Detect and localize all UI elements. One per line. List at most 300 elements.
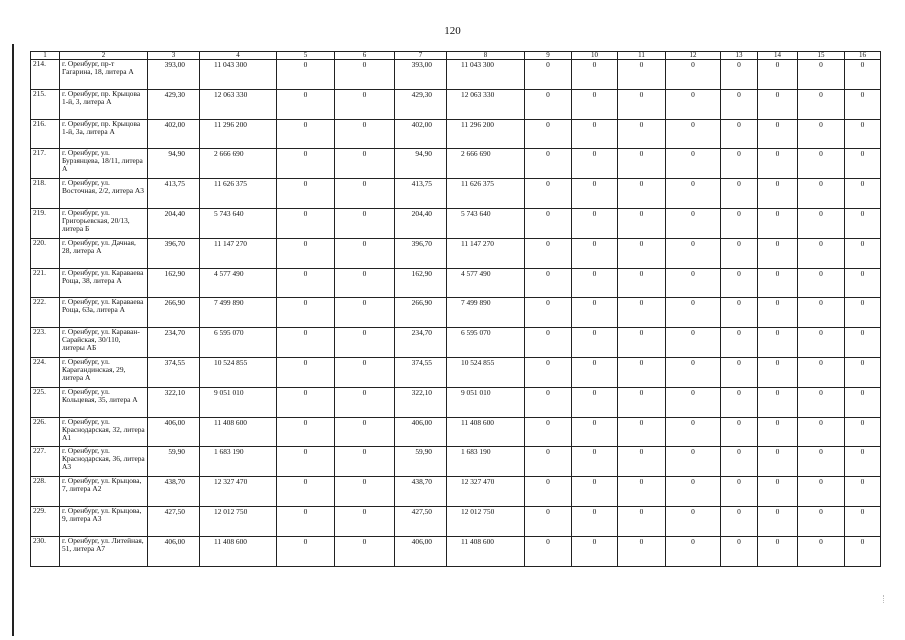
- cell-value-14: 0: [758, 477, 798, 507]
- cell-value-16: 0: [845, 536, 881, 566]
- cell-value-15: 0: [798, 89, 845, 119]
- column-header-4: 4: [200, 52, 277, 60]
- cell-area: 406,00: [148, 417, 200, 447]
- cell-value-14: 0: [758, 298, 798, 328]
- table-row: [31, 119, 881, 149]
- cell-area: 429,30: [148, 89, 200, 119]
- cell-value-13: 0: [721, 238, 758, 268]
- cell-cost-total: 11 147 270: [447, 238, 525, 268]
- cell-value-6: 0: [335, 477, 395, 507]
- cell-row-number: 216.: [31, 119, 60, 149]
- cell-value-6: 0: [335, 179, 395, 209]
- cell-area-total: 204,40: [395, 208, 447, 238]
- cell-value-5: 0: [277, 477, 335, 507]
- cell-value-9: 0: [525, 328, 572, 358]
- cell-value-14: 0: [758, 238, 798, 268]
- cell-value-5: 0: [277, 208, 335, 238]
- cell-value-11: 0: [618, 119, 666, 149]
- cell-address: г. Оренбург, пр. Крыцова 1-й, 3а, литера А: [60, 119, 148, 149]
- cell-value-16: 0: [845, 357, 881, 387]
- cell-area: 438,70: [148, 477, 200, 507]
- cell-cost: 12 012 750: [200, 506, 277, 536]
- cell-value-9: 0: [525, 447, 572, 477]
- cell-value-6: 0: [335, 149, 395, 179]
- property-table: [30, 51, 881, 567]
- cell-value-11: 0: [618, 268, 666, 298]
- cell-value-10: 0: [572, 417, 618, 447]
- cell-cost: 5 743 640: [200, 208, 277, 238]
- cell-value-16: 0: [845, 268, 881, 298]
- cell-value-6: 0: [335, 536, 395, 566]
- cell-value-6: 0: [335, 268, 395, 298]
- cell-area-total: 402,00: [395, 119, 447, 149]
- cell-value-13: 0: [721, 447, 758, 477]
- cell-area-total: 427,50: [395, 506, 447, 536]
- cell-value-12: 0: [666, 506, 721, 536]
- cell-value-10: 0: [572, 208, 618, 238]
- cell-cost-total: 12 012 750: [447, 506, 525, 536]
- table-row: [31, 506, 881, 536]
- cell-value-10: 0: [572, 447, 618, 477]
- cell-cost: 6 595 070: [200, 328, 277, 358]
- column-header-10: 10: [572, 52, 618, 60]
- cell-value-12: 0: [666, 417, 721, 447]
- cell-value-9: 0: [525, 417, 572, 447]
- cell-row-number: 220.: [31, 238, 60, 268]
- column-header-5: 5: [277, 52, 335, 60]
- column-header-1: 1: [31, 52, 60, 60]
- cell-area-total: 393,00: [395, 60, 447, 90]
- cell-value-10: 0: [572, 298, 618, 328]
- cell-value-10: 0: [572, 179, 618, 209]
- cell-cost: 2 666 690: [200, 149, 277, 179]
- cell-row-number: 228.: [31, 477, 60, 507]
- binding-line: [12, 44, 14, 636]
- cell-value-9: 0: [525, 536, 572, 566]
- cell-value-10: 0: [572, 238, 618, 268]
- cell-cost: 11 408 600: [200, 417, 277, 447]
- cell-value-10: 0: [572, 149, 618, 179]
- cell-area-total: 234,70: [395, 328, 447, 358]
- cell-cost-total: 9 051 010: [447, 387, 525, 417]
- table-row: [31, 149, 881, 179]
- table-row: [31, 238, 881, 268]
- cell-value-10: 0: [572, 506, 618, 536]
- cell-value-6: 0: [335, 60, 395, 90]
- cell-value-9: 0: [525, 387, 572, 417]
- cell-value-6: 0: [335, 89, 395, 119]
- column-header-14: 14: [758, 52, 798, 60]
- cell-value-6: 0: [335, 417, 395, 447]
- table-body: [31, 60, 881, 567]
- table-row: [31, 208, 881, 238]
- table-row: [31, 417, 881, 447]
- cell-value-12: 0: [666, 447, 721, 477]
- cell-cost-total: 2 666 690: [447, 149, 525, 179]
- cell-value-9: 0: [525, 119, 572, 149]
- cell-area: 162,90: [148, 268, 200, 298]
- cell-row-number: 222.: [31, 298, 60, 328]
- cell-value-10: 0: [572, 268, 618, 298]
- cell-value-6: 0: [335, 357, 395, 387]
- cell-cost-total: 10 524 855: [447, 357, 525, 387]
- cell-area: 94,90: [148, 149, 200, 179]
- cell-value-9: 0: [525, 298, 572, 328]
- cell-value-10: 0: [572, 89, 618, 119]
- cell-value-13: 0: [721, 298, 758, 328]
- cell-area: 427,50: [148, 506, 200, 536]
- cell-value-9: 0: [525, 506, 572, 536]
- cell-value-16: 0: [845, 387, 881, 417]
- table-row: [31, 387, 881, 417]
- cell-area: 374,55: [148, 357, 200, 387]
- cell-value-11: 0: [618, 506, 666, 536]
- cell-area-total: 266,90: [395, 298, 447, 328]
- cell-address: г. Оренбург, ул. Караван-Сарайская, 30/110, литеры АБ: [60, 328, 148, 358]
- cell-address: г. Оренбург, ул. Крыцова, 7, литера А2: [60, 477, 148, 507]
- cell-area: 322,10: [148, 387, 200, 417]
- cell-value-5: 0: [277, 119, 335, 149]
- cell-value-6: 0: [335, 447, 395, 477]
- cell-cost-total: 11 408 600: [447, 536, 525, 566]
- cell-value-11: 0: [618, 477, 666, 507]
- cell-row-number: 226.: [31, 417, 60, 447]
- cell-value-5: 0: [277, 238, 335, 268]
- cell-value-5: 0: [277, 60, 335, 90]
- cell-value-15: 0: [798, 536, 845, 566]
- cell-area-total: 406,00: [395, 536, 447, 566]
- cell-value-9: 0: [525, 357, 572, 387]
- cell-value-13: 0: [721, 357, 758, 387]
- cell-cost: 12 327 470: [200, 477, 277, 507]
- header-row: [31, 52, 881, 60]
- cell-cost: 9 051 010: [200, 387, 277, 417]
- cell-value-9: 0: [525, 179, 572, 209]
- cell-area-total: 59,90: [395, 447, 447, 477]
- cell-value-9: 0: [525, 89, 572, 119]
- cell-value-13: 0: [721, 119, 758, 149]
- cell-value-13: 0: [721, 268, 758, 298]
- page-number: 120: [444, 25, 461, 37]
- cell-value-12: 0: [666, 179, 721, 209]
- table-row: [31, 268, 881, 298]
- cell-value-5: 0: [277, 357, 335, 387]
- cell-value-12: 0: [666, 238, 721, 268]
- cell-cost-total: 4 577 490: [447, 268, 525, 298]
- cell-area: 204,40: [148, 208, 200, 238]
- cell-value-14: 0: [758, 536, 798, 566]
- cell-value-6: 0: [335, 387, 395, 417]
- cell-value-11: 0: [618, 417, 666, 447]
- cell-value-10: 0: [572, 60, 618, 90]
- cell-value-12: 0: [666, 149, 721, 179]
- table-row: [31, 328, 881, 358]
- cell-value-5: 0: [277, 268, 335, 298]
- cell-value-5: 0: [277, 149, 335, 179]
- cell-area-total: 374,55: [395, 357, 447, 387]
- cell-value-15: 0: [798, 268, 845, 298]
- cell-value-12: 0: [666, 208, 721, 238]
- cell-cost-total: 12 063 330: [447, 89, 525, 119]
- cell-cost: 11 043 300: [200, 60, 277, 90]
- cell-area-total: 94,90: [395, 149, 447, 179]
- cell-cost-total: 7 499 890: [447, 298, 525, 328]
- cell-value-10: 0: [572, 387, 618, 417]
- cell-value-16: 0: [845, 417, 881, 447]
- cell-value-16: 0: [845, 149, 881, 179]
- cell-value-15: 0: [798, 328, 845, 358]
- cell-area: 402,00: [148, 119, 200, 149]
- cell-value-13: 0: [721, 60, 758, 90]
- cell-value-14: 0: [758, 179, 798, 209]
- cell-cost: 11 626 375: [200, 179, 277, 209]
- cell-value-6: 0: [335, 208, 395, 238]
- cell-value-6: 0: [335, 298, 395, 328]
- cell-row-number: 229.: [31, 506, 60, 536]
- table-row: [31, 536, 881, 566]
- cell-value-9: 0: [525, 268, 572, 298]
- cell-value-14: 0: [758, 328, 798, 358]
- cell-value-12: 0: [666, 328, 721, 358]
- cell-area-total: 322,10: [395, 387, 447, 417]
- cell-value-13: 0: [721, 149, 758, 179]
- cell-row-number: 214.: [31, 60, 60, 90]
- cell-address: г. Оренбург, ул. Караваева Роща, 63а, литера А: [60, 298, 148, 328]
- scan-mark: [883, 595, 886, 603]
- cell-value-5: 0: [277, 447, 335, 477]
- cell-address: г. Оренбург, ул. Григорьевская, 20/13, литера Б: [60, 208, 148, 238]
- cell-value-12: 0: [666, 298, 721, 328]
- cell-value-16: 0: [845, 298, 881, 328]
- cell-row-number: 230.: [31, 536, 60, 566]
- cell-value-14: 0: [758, 417, 798, 447]
- cell-value-10: 0: [572, 328, 618, 358]
- cell-value-13: 0: [721, 89, 758, 119]
- cell-value-14: 0: [758, 149, 798, 179]
- cell-area: 266,90: [148, 298, 200, 328]
- cell-value-16: 0: [845, 179, 881, 209]
- cell-cost: 1 683 190: [200, 447, 277, 477]
- cell-value-16: 0: [845, 328, 881, 358]
- cell-value-9: 0: [525, 60, 572, 90]
- cell-area: 406,00: [148, 536, 200, 566]
- cell-row-number: 217.: [31, 149, 60, 179]
- cell-value-12: 0: [666, 268, 721, 298]
- cell-value-16: 0: [845, 208, 881, 238]
- cell-value-11: 0: [618, 298, 666, 328]
- table-row: [31, 298, 881, 328]
- table-row: [31, 179, 881, 209]
- cell-cost: 12 063 330: [200, 89, 277, 119]
- cell-value-11: 0: [618, 89, 666, 119]
- cell-area: 234,70: [148, 328, 200, 358]
- cell-value-5: 0: [277, 417, 335, 447]
- column-header-6: 6: [335, 52, 395, 60]
- cell-value-16: 0: [845, 477, 881, 507]
- cell-value-5: 0: [277, 536, 335, 566]
- cell-value-14: 0: [758, 119, 798, 149]
- cell-area-total: 406,00: [395, 417, 447, 447]
- cell-value-10: 0: [572, 477, 618, 507]
- cell-row-number: 224.: [31, 357, 60, 387]
- cell-value-9: 0: [525, 208, 572, 238]
- cell-value-15: 0: [798, 179, 845, 209]
- cell-row-number: 215.: [31, 89, 60, 119]
- cell-value-12: 0: [666, 60, 721, 90]
- cell-value-16: 0: [845, 89, 881, 119]
- cell-value-9: 0: [525, 149, 572, 179]
- cell-value-15: 0: [798, 357, 845, 387]
- cell-value-14: 0: [758, 387, 798, 417]
- cell-row-number: 227.: [31, 447, 60, 477]
- cell-value-14: 0: [758, 208, 798, 238]
- cell-value-11: 0: [618, 447, 666, 477]
- cell-area-total: 396,70: [395, 238, 447, 268]
- cell-cost-total: 1 683 190: [447, 447, 525, 477]
- cell-cost: 10 524 855: [200, 357, 277, 387]
- column-header-8: 8: [447, 52, 525, 60]
- cell-value-13: 0: [721, 387, 758, 417]
- cell-value-11: 0: [618, 149, 666, 179]
- cell-value-15: 0: [798, 477, 845, 507]
- cell-row-number: 218.: [31, 179, 60, 209]
- cell-value-13: 0: [721, 328, 758, 358]
- cell-value-10: 0: [572, 536, 618, 566]
- cell-value-5: 0: [277, 89, 335, 119]
- cell-value-5: 0: [277, 387, 335, 417]
- cell-value-11: 0: [618, 238, 666, 268]
- cell-value-13: 0: [721, 506, 758, 536]
- cell-value-13: 0: [721, 477, 758, 507]
- table-row: [31, 447, 881, 477]
- cell-row-number: 225.: [31, 387, 60, 417]
- cell-address: г. Оренбург, ул. Кольцевая, 35, литера А: [60, 387, 148, 417]
- cell-value-6: 0: [335, 328, 395, 358]
- column-header-3: 3: [148, 52, 200, 60]
- cell-area-total: 429,30: [395, 89, 447, 119]
- cell-value-12: 0: [666, 536, 721, 566]
- cell-address: г. Оренбург, ул. Литейная, 51, литера А7: [60, 536, 148, 566]
- cell-address: г. Оренбург, ул. Восточная, 2/2, литера А3: [60, 179, 148, 209]
- cell-value-16: 0: [845, 60, 881, 90]
- cell-cost-total: 11 296 200: [447, 119, 525, 149]
- cell-value-15: 0: [798, 119, 845, 149]
- cell-value-14: 0: [758, 60, 798, 90]
- cell-cost-total: 11 408 600: [447, 417, 525, 447]
- cell-area: 59,90: [148, 447, 200, 477]
- cell-cost-total: 11 626 375: [447, 179, 525, 209]
- cell-value-12: 0: [666, 477, 721, 507]
- cell-value-11: 0: [618, 357, 666, 387]
- cell-address: г. Оренбург, ул. Дачная, 28, литера А: [60, 238, 148, 268]
- cell-value-15: 0: [798, 417, 845, 447]
- cell-cost-total: 6 595 070: [447, 328, 525, 358]
- cell-address: г. Оренбург, ул. Краснодарская, 32, литера А1: [60, 417, 148, 447]
- column-header-15: 15: [798, 52, 845, 60]
- cell-value-12: 0: [666, 119, 721, 149]
- cell-value-13: 0: [721, 179, 758, 209]
- column-header-9: 9: [525, 52, 572, 60]
- cell-cost: 11 408 600: [200, 536, 277, 566]
- cell-value-11: 0: [618, 60, 666, 90]
- cell-value-6: 0: [335, 238, 395, 268]
- cell-value-12: 0: [666, 387, 721, 417]
- cell-value-5: 0: [277, 506, 335, 536]
- cell-cost: 11 147 270: [200, 238, 277, 268]
- cell-value-14: 0: [758, 89, 798, 119]
- cell-address: г. Оренбург, ул. Караваева Роща, 38, литера А: [60, 268, 148, 298]
- cell-value-16: 0: [845, 506, 881, 536]
- cell-value-13: 0: [721, 417, 758, 447]
- cell-address: г. Оренбург, ул. Краснодарская, 36, литера А3: [60, 447, 148, 477]
- cell-value-16: 0: [845, 447, 881, 477]
- cell-cost: 7 499 890: [200, 298, 277, 328]
- cell-value-5: 0: [277, 179, 335, 209]
- column-header-16: 16: [845, 52, 881, 60]
- cell-value-16: 0: [845, 238, 881, 268]
- cell-area: 396,70: [148, 238, 200, 268]
- cell-row-number: 223.: [31, 328, 60, 358]
- cell-value-6: 0: [335, 119, 395, 149]
- cell-value-5: 0: [277, 298, 335, 328]
- cell-area-total: 162,90: [395, 268, 447, 298]
- cell-value-15: 0: [798, 447, 845, 477]
- cell-value-16: 0: [845, 119, 881, 149]
- cell-cost: 4 577 490: [200, 268, 277, 298]
- cell-value-15: 0: [798, 298, 845, 328]
- cell-value-10: 0: [572, 119, 618, 149]
- table-row: [31, 60, 881, 90]
- cell-cost-total: 12 327 470: [447, 477, 525, 507]
- cell-address: г. Оренбург, пр-т Гагарина, 18, литера А: [60, 60, 148, 90]
- cell-area: 393,00: [148, 60, 200, 90]
- cell-value-11: 0: [618, 387, 666, 417]
- table-row: [31, 357, 881, 387]
- cell-value-11: 0: [618, 536, 666, 566]
- cell-value-11: 0: [618, 208, 666, 238]
- cell-value-9: 0: [525, 477, 572, 507]
- cell-value-15: 0: [798, 238, 845, 268]
- cell-value-13: 0: [721, 536, 758, 566]
- cell-address: г. Оренбург, пр. Крыцова 1-й, 3, литера А: [60, 89, 148, 119]
- column-header-12: 12: [666, 52, 721, 60]
- cell-value-13: 0: [721, 208, 758, 238]
- cell-value-15: 0: [798, 387, 845, 417]
- cell-cost-total: 11 043 300: [447, 60, 525, 90]
- cell-value-14: 0: [758, 268, 798, 298]
- cell-area-total: 413,75: [395, 179, 447, 209]
- cell-value-15: 0: [798, 60, 845, 90]
- cell-value-15: 0: [798, 208, 845, 238]
- cell-row-number: 221.: [31, 268, 60, 298]
- cell-area: 413,75: [148, 179, 200, 209]
- column-header-2: 2: [60, 52, 148, 60]
- column-header-11: 11: [618, 52, 666, 60]
- cell-cost-total: 5 743 640: [447, 208, 525, 238]
- cell-value-12: 0: [666, 357, 721, 387]
- cell-cost: 11 296 200: [200, 119, 277, 149]
- cell-address: г. Оренбург, ул. Карагандинская, 29, литера А: [60, 357, 148, 387]
- cell-value-11: 0: [618, 328, 666, 358]
- cell-value-11: 0: [618, 179, 666, 209]
- cell-address: г. Оренбург, ул. Бурзянцева, 18/11, литера А: [60, 149, 148, 179]
- cell-value-5: 0: [277, 328, 335, 358]
- cell-value-12: 0: [666, 89, 721, 119]
- cell-value-15: 0: [798, 506, 845, 536]
- column-header-7: 7: [395, 52, 447, 60]
- cell-address: г. Оренбург, ул. Крыцова, 9, литера А3: [60, 506, 148, 536]
- cell-row-number: 219.: [31, 208, 60, 238]
